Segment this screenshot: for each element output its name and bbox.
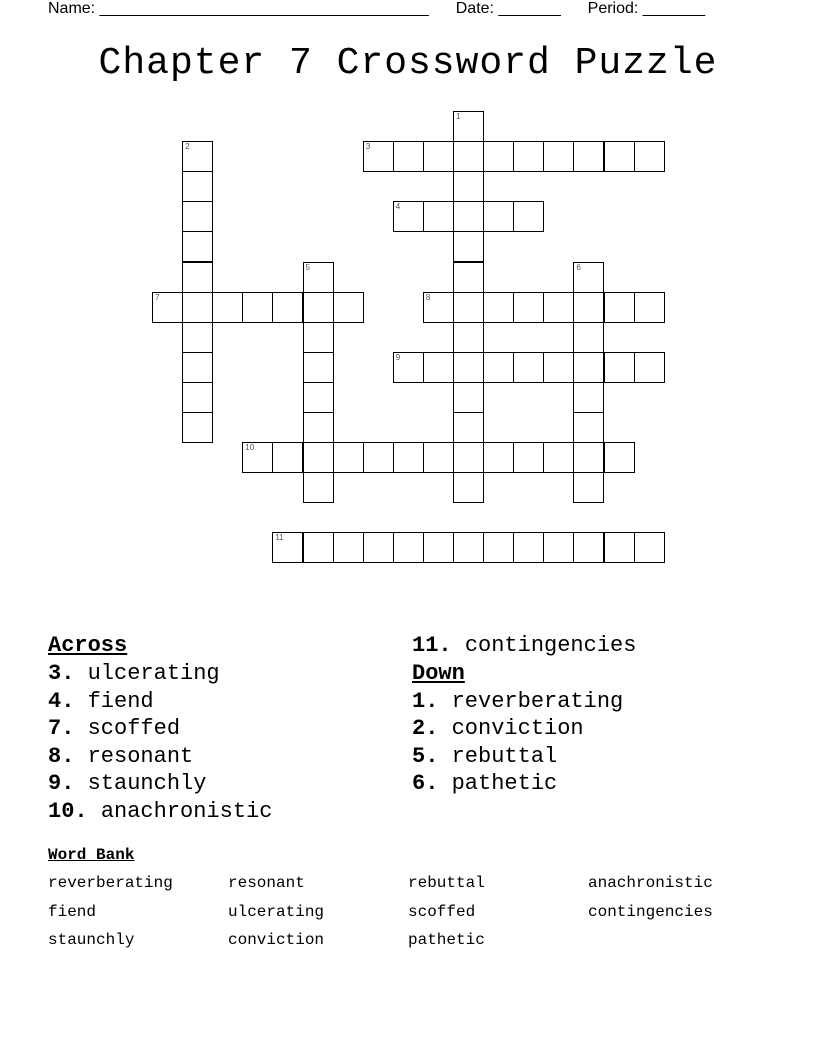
word-bank-item: conviction [228, 931, 325, 949]
clue-number-label: 3 [365, 142, 371, 152]
grid-cell[interactable] [453, 382, 484, 413]
grid-cell[interactable] [303, 532, 334, 563]
period-label: Period: [587, 0, 639, 17]
word-bank-heading: Word Bank [48, 846, 135, 864]
grid-cell[interactable] [604, 352, 635, 383]
grid-cell[interactable] [423, 442, 454, 473]
grid-cell[interactable] [393, 141, 424, 172]
grid-cell[interactable] [272, 442, 303, 473]
grid-cell[interactable] [453, 141, 484, 172]
grid-cell[interactable] [393, 442, 424, 473]
grid-cell[interactable] [303, 262, 334, 293]
grid-cell[interactable] [363, 442, 394, 473]
grid-cell[interactable] [272, 292, 303, 323]
clue-across-7: 7. scoffed [48, 716, 181, 741]
clue-across-9: 9. staunchly [48, 771, 207, 796]
grid-cell[interactable] [513, 442, 544, 473]
clue-across-8: 8. resonant [48, 743, 194, 769]
grid-cell[interactable] [182, 171, 213, 202]
grid-cell[interactable] [573, 412, 604, 443]
grid-cell[interactable] [423, 532, 454, 563]
grid-cell[interactable] [573, 472, 604, 503]
word-bank-item: resonant [228, 874, 305, 892]
clue-number-label: 10 [245, 443, 255, 453]
grid-cell[interactable] [483, 532, 514, 563]
clue-number-label: 5 [305, 262, 310, 272]
grid-cell[interactable] [453, 231, 484, 262]
grid-cell[interactable] [182, 141, 213, 172]
grid-cell[interactable] [543, 532, 574, 563]
grid-cell[interactable] [272, 532, 303, 563]
across-clues [48, 632, 272, 825]
grid-cell[interactable] [303, 472, 334, 503]
word-bank-item: contingencies [588, 902, 713, 921]
name-blank[interactable]: _____________________________________ [99, 0, 429, 17]
clue-number-label: 1 [456, 112, 461, 121]
grid-cell[interactable] [513, 292, 544, 323]
grid-cell[interactable] [604, 532, 635, 563]
clue-number-label: 6 [576, 262, 581, 272]
grid-cell[interactable] [303, 442, 334, 473]
grid-cell[interactable] [453, 292, 484, 323]
grid-cell[interactable] [423, 292, 454, 323]
period-blank[interactable]: _______ [642, 0, 706, 17]
grid-cell[interactable] [333, 532, 364, 563]
grid-cell[interactable] [182, 382, 213, 413]
grid-cell[interactable] [573, 352, 604, 383]
clue-number-label: 9 [395, 352, 401, 362]
word-bank-item: rebuttal [408, 874, 485, 892]
grid-cell[interactable] [303, 412, 334, 443]
grid-cell[interactable] [363, 532, 394, 563]
date-blank[interactable]: _______ [498, 0, 561, 17]
grid-cell[interactable] [543, 352, 574, 383]
clue-across-3: 3. ulcerating [48, 661, 220, 686]
clue-number-label: 11 [275, 533, 284, 543]
grid-cell[interactable] [453, 352, 484, 383]
grid-cell[interactable] [303, 292, 334, 323]
grid-cell[interactable] [182, 262, 213, 293]
grid-cell[interactable] [453, 201, 484, 232]
grid-cell[interactable] [634, 292, 665, 323]
grid-cell[interactable] [393, 532, 424, 563]
grid-cell[interactable] [363, 141, 394, 172]
grid-cell[interactable] [182, 322, 213, 353]
clue-across-10: 10. anachronistic [48, 798, 273, 824]
grid-cell[interactable] [242, 292, 273, 323]
clue-number-label: 7 [155, 292, 160, 302]
grid-cell[interactable] [303, 322, 334, 353]
date-label: Date: [455, 0, 494, 17]
grid-cell[interactable] [393, 201, 424, 232]
grid-cell[interactable] [303, 382, 334, 413]
down-clues [412, 632, 636, 798]
grid-cell[interactable] [573, 262, 604, 293]
grid-cell[interactable] [212, 292, 243, 323]
grid-cell[interactable] [453, 532, 484, 563]
word-bank-item: anachronistic [588, 874, 713, 892]
grid-cell[interactable] [333, 442, 364, 473]
grid-cell[interactable] [483, 352, 514, 383]
grid-cell[interactable] [573, 292, 604, 323]
grid-cell[interactable] [634, 532, 665, 563]
grid-cell[interactable] [453, 322, 484, 353]
grid-cell[interactable] [152, 292, 183, 323]
name-label: Name: [48, 0, 96, 17]
grid-cell[interactable] [182, 201, 213, 232]
grid-cell[interactable] [634, 352, 665, 383]
grid-cell[interactable] [453, 472, 484, 503]
grid-cell[interactable] [573, 322, 604, 353]
word-bank-item: staunchly [48, 931, 135, 949]
clue-across-4: 4. fiend [48, 688, 154, 714]
word-bank-item: ulcerating [228, 902, 325, 921]
grid-cell[interactable] [182, 231, 213, 262]
grid-cell[interactable] [483, 442, 514, 473]
grid-cell[interactable] [453, 412, 484, 443]
grid-cell[interactable] [513, 532, 544, 563]
grid-cell[interactable] [303, 352, 334, 383]
grid-cell[interactable] [483, 141, 514, 172]
grid-cell[interactable] [604, 141, 635, 172]
grid-cell[interactable] [513, 352, 544, 383]
clue-down-5: 5. rebuttal [412, 743, 558, 769]
grid-cell[interactable] [333, 292, 364, 323]
grid-cell[interactable] [453, 171, 484, 202]
clue-number-label: 2 [185, 142, 190, 152]
grid-cell[interactable] [242, 442, 273, 473]
grid-cell[interactable] [513, 141, 544, 172]
grid-cell[interactable] [393, 352, 424, 383]
grid-cell[interactable] [604, 442, 635, 473]
grid-cell[interactable] [573, 382, 604, 413]
grid-cell[interactable] [483, 201, 514, 232]
across-heading: Across [48, 633, 128, 658]
grid-cell[interactable] [513, 201, 544, 232]
clue-down-6: 6. pathetic [412, 771, 558, 796]
page-title: Chapter 7 Crossword Puzzle [98, 42, 718, 85]
word-bank-item: scoffed [408, 902, 476, 921]
grid-cell[interactable] [182, 412, 213, 443]
grid-cell[interactable] [543, 141, 574, 172]
clue-across-11: 11. contingencies [412, 633, 637, 658]
grid-cell[interactable] [573, 532, 604, 563]
word-bank-item: reverberating [48, 874, 173, 892]
grid-cell[interactable] [423, 352, 454, 383]
clue-number-label: 8 [425, 292, 431, 302]
grid-cell[interactable] [423, 201, 454, 232]
grid-cell[interactable] [634, 141, 665, 172]
grid-cell[interactable] [453, 111, 484, 142]
grid-cell[interactable] [483, 292, 514, 323]
grid-cell[interactable] [543, 292, 574, 323]
clue-down-1: 1. reverberating [412, 688, 624, 714]
clue-down-2: 2. conviction [412, 716, 584, 741]
grid-cell[interactable] [573, 442, 604, 473]
clue-number-label: 4 [395, 202, 401, 212]
grid-cell[interactable] [604, 292, 635, 323]
grid-cell[interactable] [182, 352, 213, 383]
grid-cell[interactable] [453, 442, 484, 473]
grid-cell[interactable] [543, 442, 574, 473]
word-bank-item: fiend [48, 902, 97, 921]
grid-cell[interactable] [573, 141, 604, 172]
word-bank-item: pathetic [408, 931, 485, 949]
down-heading: Down [412, 660, 465, 686]
grid-cell[interactable] [423, 141, 454, 172]
grid-cell[interactable] [182, 292, 213, 323]
grid-cell[interactable] [453, 262, 484, 293]
